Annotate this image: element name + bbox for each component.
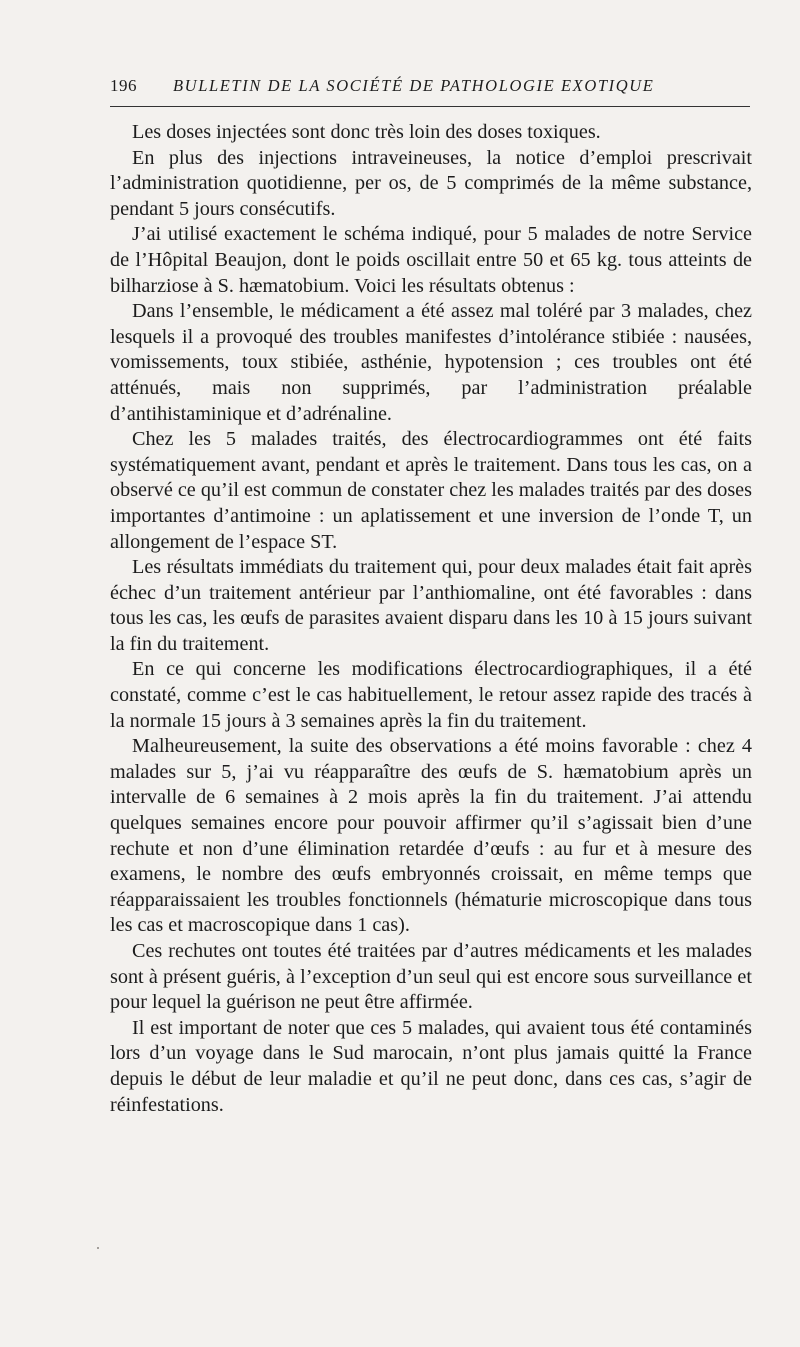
paragraph: Les doses injectées sont donc très loin des doses toxiques. (132, 121, 601, 143)
paragraph: J’ai utilisé exactement le schéma indiqué, pour 5 malades de notre Service de l’Hôpital Beaujon, dont le poids oscillait entre 50 et 65 kg. tous atteints de bilharziose à S. hæmatobium. Voici les résultats obtenus : (110, 223, 752, 297)
running-head: BULLETIN DE LA SOCIÉTÉ DE PATHOLOGIE EXOTIQUE (173, 76, 655, 95)
paragraph: Il est important de noter que ces 5 malades, qui avaient tous été contaminés lors d’un voyage dans le Sud marocain, n’ont plus jamais quitté la France depuis le début de leur maladie et qu’il ne peut donc, dans ces cas, s’agir de réinfestations. (110, 1016, 752, 1116)
paragraph: Chez les 5 malades traités, des électrocardiogrammes ont été faits systématiquement avant, pendant et après le traitement. Dans tous les cas, on a observé ce qu’il est commun de constater chez les malades traités par des doses importantes d’antimoine : un aplatissement et une inversion de l’onde T, un allongement de l’espace ST. (110, 428, 752, 553)
header-rule (110, 106, 750, 107)
article-body (110, 120, 752, 1118)
paragraph: Ces rechutes ont toutes été traitées par d’autres médicaments et les malades sont à présent guéris, à l’exception d’un seul qui est encore sous surveillance et pour lequel la guérison ne peut être affirmée. (110, 940, 752, 1014)
paragraph: Les résultats immédiats du traitement qui, pour deux malades était fait après échec d’un traitement antérieur par l’anthiomaline, ont été favorables : dans tous les cas, les œufs de parasites avaient disparu dans les 10 à 15 jours suivant la fin du traitement. (110, 556, 752, 655)
paper-speck (97, 1247, 99, 1249)
paragraph: En ce qui concerne les modifications électrocardiographiques, il a été constaté, comme c’est le cas habituellement, le retour assez rapide des tracés à la normale 15 jours à 3 semaines après la fin du traitement. (110, 658, 752, 732)
paragraph: Dans l’ensemble, le médicament a été assez mal toléré par 3 malades, chez lesquels il a provoqué des troubles manifestes d’intolérance stibiée : nausées, vomissements, toux stibiée, asthénie, hypotension ; ces troubles ont été atténués, mais non supprimés, par l’administration préalable d’antihistaminique et d’adrénaline. (110, 300, 752, 425)
paragraph: Malheureusement, la suite des observations a été moins favorable : chez 4 malades sur 5, j’ai vu réapparaître des œufs de S. hæmatobium après un intervalle de 6 semaines à 2 mois après la fin du traitement. J’ai attendu quelques semaines encore pour pouvoir affirmer qu’il s’agissait bien d’une rechute et non d’une élimination retardée d’œufs : au fur et à mesure des examens, le nombre des œufs embryonnés croissait, en même temps que réapparaissaient les troubles fonctionnels (hématurie microscopique dans tous les cas et macroscopique dans 1 cas). (110, 735, 752, 937)
paragraph: En plus des injections intraveineuses, la notice d’emploi prescrivait l’administration quotidienne, per os, de 5 comprimés de la même substance, pendant 5 jours consécutifs. (110, 146, 752, 220)
page-header (110, 76, 750, 102)
page-number: 196 (110, 76, 137, 95)
